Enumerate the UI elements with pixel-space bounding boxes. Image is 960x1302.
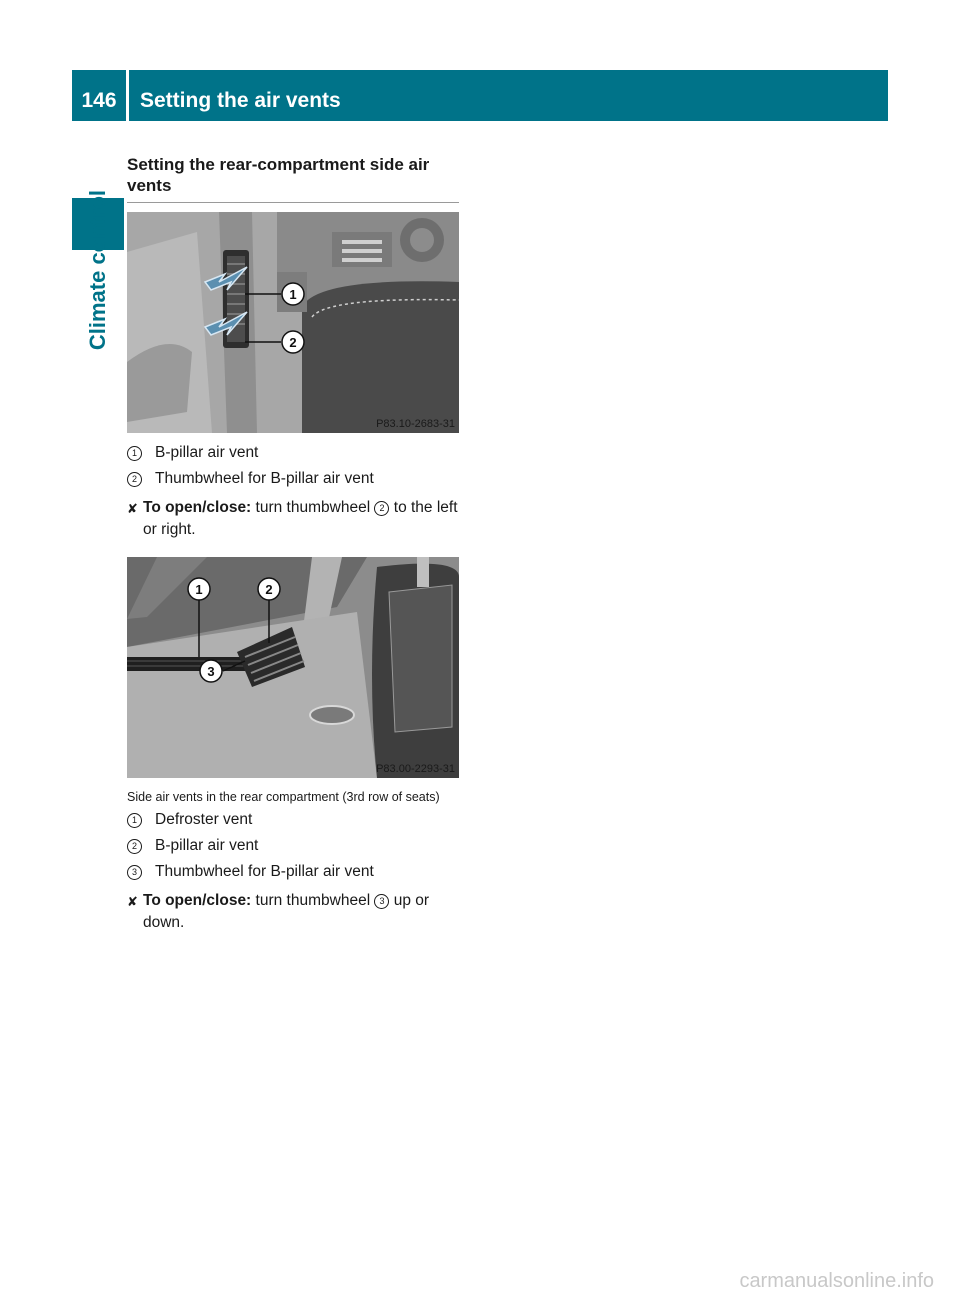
figure-3rd-row-vents [127, 557, 459, 778]
legend-text: Defroster vent [155, 811, 253, 828]
legend-text: B-pillar air vent [155, 837, 259, 854]
header-divider [126, 70, 129, 121]
figure-code: P83.00-2293-31 [376, 763, 455, 775]
step-text: turn thumbwheel [251, 892, 375, 909]
step-text: turn thumbwheel [251, 499, 375, 516]
callout-ref: 3 [374, 894, 389, 909]
callout-number: 3 [127, 865, 142, 880]
callout-ref: 2 [374, 501, 389, 516]
legend-item [127, 836, 459, 856]
legend-text: B-pillar air vent [155, 444, 259, 461]
figure-caption: Side air vents in the rear compartment (3rd row of seats) [127, 790, 440, 804]
step-text-end: to the left or right. [143, 499, 458, 538]
instruction-step [127, 890, 459, 934]
content-column [127, 154, 459, 934]
arrow-icon: ✘ [127, 501, 138, 516]
callout-number: 2 [127, 472, 142, 487]
page-number: 146 [81, 89, 117, 112]
step-label: To open/close: [143, 892, 252, 909]
legend-list [127, 810, 459, 882]
legend-text: Thumbwheel for B-pillar air vent [155, 470, 374, 487]
page-title: Setting the air vents [140, 89, 341, 112]
step-text-end: up or down. [143, 892, 430, 931]
legend-item [127, 810, 459, 830]
instruction-step [127, 497, 459, 541]
legend-item [127, 862, 459, 882]
arrow-icon: ✘ [127, 894, 138, 909]
step-label: To open/close: [143, 499, 252, 516]
chapter-tab-label: Climate control [85, 190, 110, 351]
figure-b-pillar-vent [127, 212, 459, 433]
callout-2: 2 [265, 582, 273, 597]
legend-item [127, 469, 459, 489]
legend-item [127, 443, 459, 463]
callout-1: 1 [289, 287, 297, 302]
rear-vents-illustration [127, 557, 459, 778]
b-pillar-vent-illustration [127, 212, 459, 433]
legend-text: Thumbwheel for B-pillar air vent [155, 863, 374, 880]
watermark: carmanualsonline.info [739, 1270, 934, 1292]
chapter-tab [72, 190, 124, 668]
callout-number: 1 [127, 446, 142, 461]
figure-code: P83.10-2683-31 [376, 418, 455, 430]
callout-number: 2 [127, 839, 142, 854]
callout-number: 1 [127, 813, 142, 828]
callout-2: 2 [289, 335, 297, 350]
legend-list [127, 443, 459, 489]
callout-1: 1 [195, 582, 203, 597]
callout-3: 3 [207, 664, 215, 679]
section-heading: Setting the rear-compartment side air vents [127, 154, 459, 203]
